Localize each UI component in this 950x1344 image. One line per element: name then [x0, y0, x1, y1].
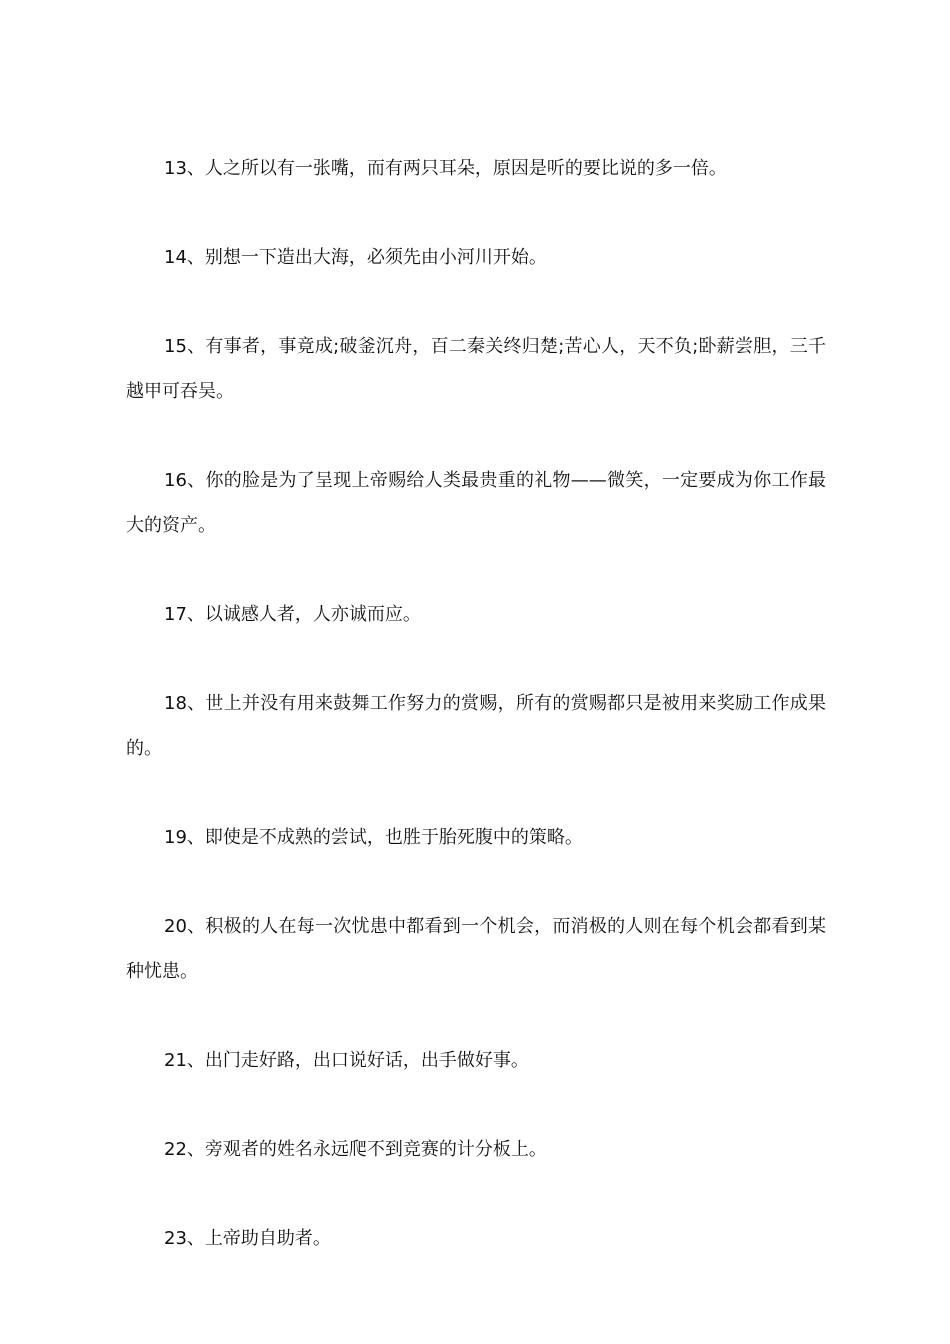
- quote-paragraph-14: 14、别想一下造出大海，必须先由小河川开始。: [164, 247, 547, 268]
- quote-paragraph-23: 23、上帝助自助者。: [164, 1228, 331, 1249]
- quote-paragraph-20: 20、积极的人在每一次忧患中都看到一个机会，而消极的人则在每个机会都看到某种忧患。: [126, 916, 826, 982]
- quote-paragraph-13: 13、人之所以有一张嘴，而有两只耳朵，原因是听的要比说的多一倍。: [164, 158, 727, 179]
- quote-paragraph-16: 16、你的脸是为了呈现上帝赐给人类最贵重的礼物——微笑，一定要成为你工作最大的资产。: [126, 470, 826, 536]
- document-body: [126, 146, 826, 1305]
- quote-paragraph-17: 17、以诚感人者，人亦诚而应。: [164, 604, 421, 625]
- quote-paragraph-18: 18、世上并没有用来鼓舞工作努力的赏赐，所有的赏赐都只是被用来奖励工作成果的。: [126, 693, 826, 759]
- quote-paragraph-15: 15、有事者，事竟成;破釜沉舟，百二秦关终归楚;苦心人，天不负;卧薪尝胆，三千越甲可吞吴。: [126, 336, 826, 402]
- quote-paragraph-21: 21、出门走好路，出口说好话，出手做好事。: [164, 1050, 529, 1071]
- quote-paragraph-19: 19、即使是不成熟的尝试，也胜于胎死腹中的策略。: [164, 827, 583, 848]
- quote-paragraph-22: 22、旁观者的姓名永远爬不到竞赛的计分板上。: [164, 1139, 547, 1160]
